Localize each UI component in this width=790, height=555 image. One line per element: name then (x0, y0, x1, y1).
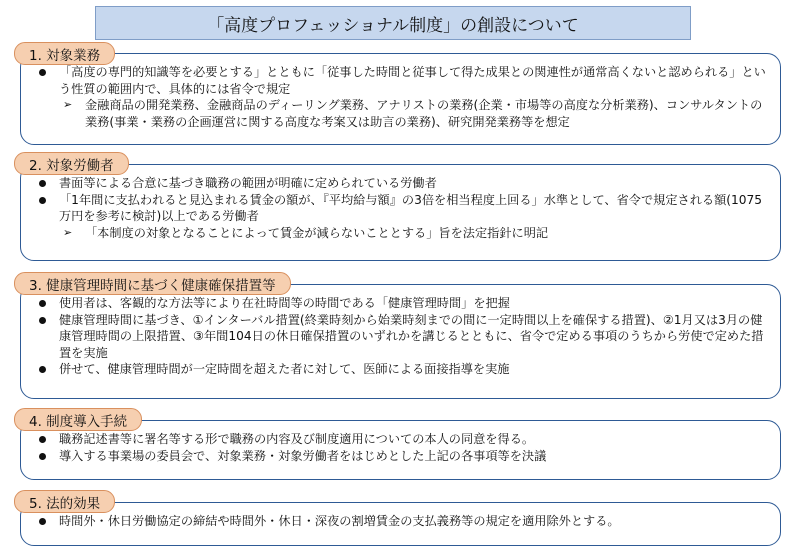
bullet-item: 時間外・休日労働協定の締結や時間外・休日・深夜の割増賃金の支払義務等の規定を適用除外とする。 (33, 513, 766, 530)
section-label-health-measures: 3. 健康管理時間に基づく健康確保措置等 (14, 272, 291, 295)
section-box-legal-effect (20, 502, 781, 546)
section-label-target-work: 1. 対象業務 (14, 42, 115, 65)
bullet-item: 職務記述書等に署名等する形で職務の内容及び制度適用についての本人の同意を得る。 (33, 431, 766, 448)
arrow-icon: ➢ (63, 225, 73, 239)
bullet-item: 「1年間に支払われると見込まれる賃金の額が、『平均給与額』の3倍を相当程度上回る」水準として、省令で規定される額(1075万円を参考に検討)以上である労働者 (33, 192, 766, 225)
bullet-item: 書面等による合意に基づき職務の範囲が明確に定められている労働者 (33, 175, 766, 192)
section-label-introduction-procedure: 4. 制度導入手続 (14, 408, 142, 431)
arrow-icon: ➢ (63, 98, 73, 111)
bullet-item: 使用者は、客観的な方法等により在社時間等の時間である「健康管理時間」を把握 (33, 295, 766, 312)
section-box-target-work (20, 53, 781, 145)
page-title: 「高度プロフェッショナル制度」の創設について (95, 6, 691, 40)
section-box-target-workers (20, 164, 781, 261)
sub-item (33, 97, 766, 130)
sub-item-text: 「本制度の対象となることによって賃金が減らないこととする」旨を法定指針に明記 (85, 225, 549, 240)
section-label-target-workers: 2. 対象労働者 (14, 152, 129, 175)
sub-item (33, 225, 766, 242)
bullet-item: 健康管理時間に基づき、①インターバル措置(終業時刻から始業時刻までの間に一定時間以上を確保する措置)、②1月又は3月の健康管理時間の上限措置、③年間104日の休日確保措置のいずれかを講じるとともに、省令で定める事項のうちから労使で定めた措置を実施 (33, 312, 766, 362)
bullet-item: 併せて、健康管理時間が一定時間を超えた者に対して、医師による面接指導を実施 (33, 361, 766, 378)
section-label-legal-effect: 5. 法的効果 (14, 490, 115, 513)
sub-item-text: 金融商品の開発業務、金融商品のディーリング業務、アナリストの業務(企業・市場等の高度な分析業務)、コンサルタントの業務(事業・業務の企画運営に関する高度な考案又は助言の業務)、研究開発業務等を想定 (85, 98, 763, 129)
section-box-health-measures (20, 284, 781, 399)
bullet-item: 「高度の専門的知識等を必要とする」とともに「従事した時間と従事して得た成果との関連性が通常高くないと認められる」という性質の範囲内で、具体的には省令で規定 (33, 64, 766, 97)
bullet-item: 導入する事業場の委員会で、対象業務・対象労働者をはじめとした上記の各事項等を決議 (33, 448, 766, 465)
